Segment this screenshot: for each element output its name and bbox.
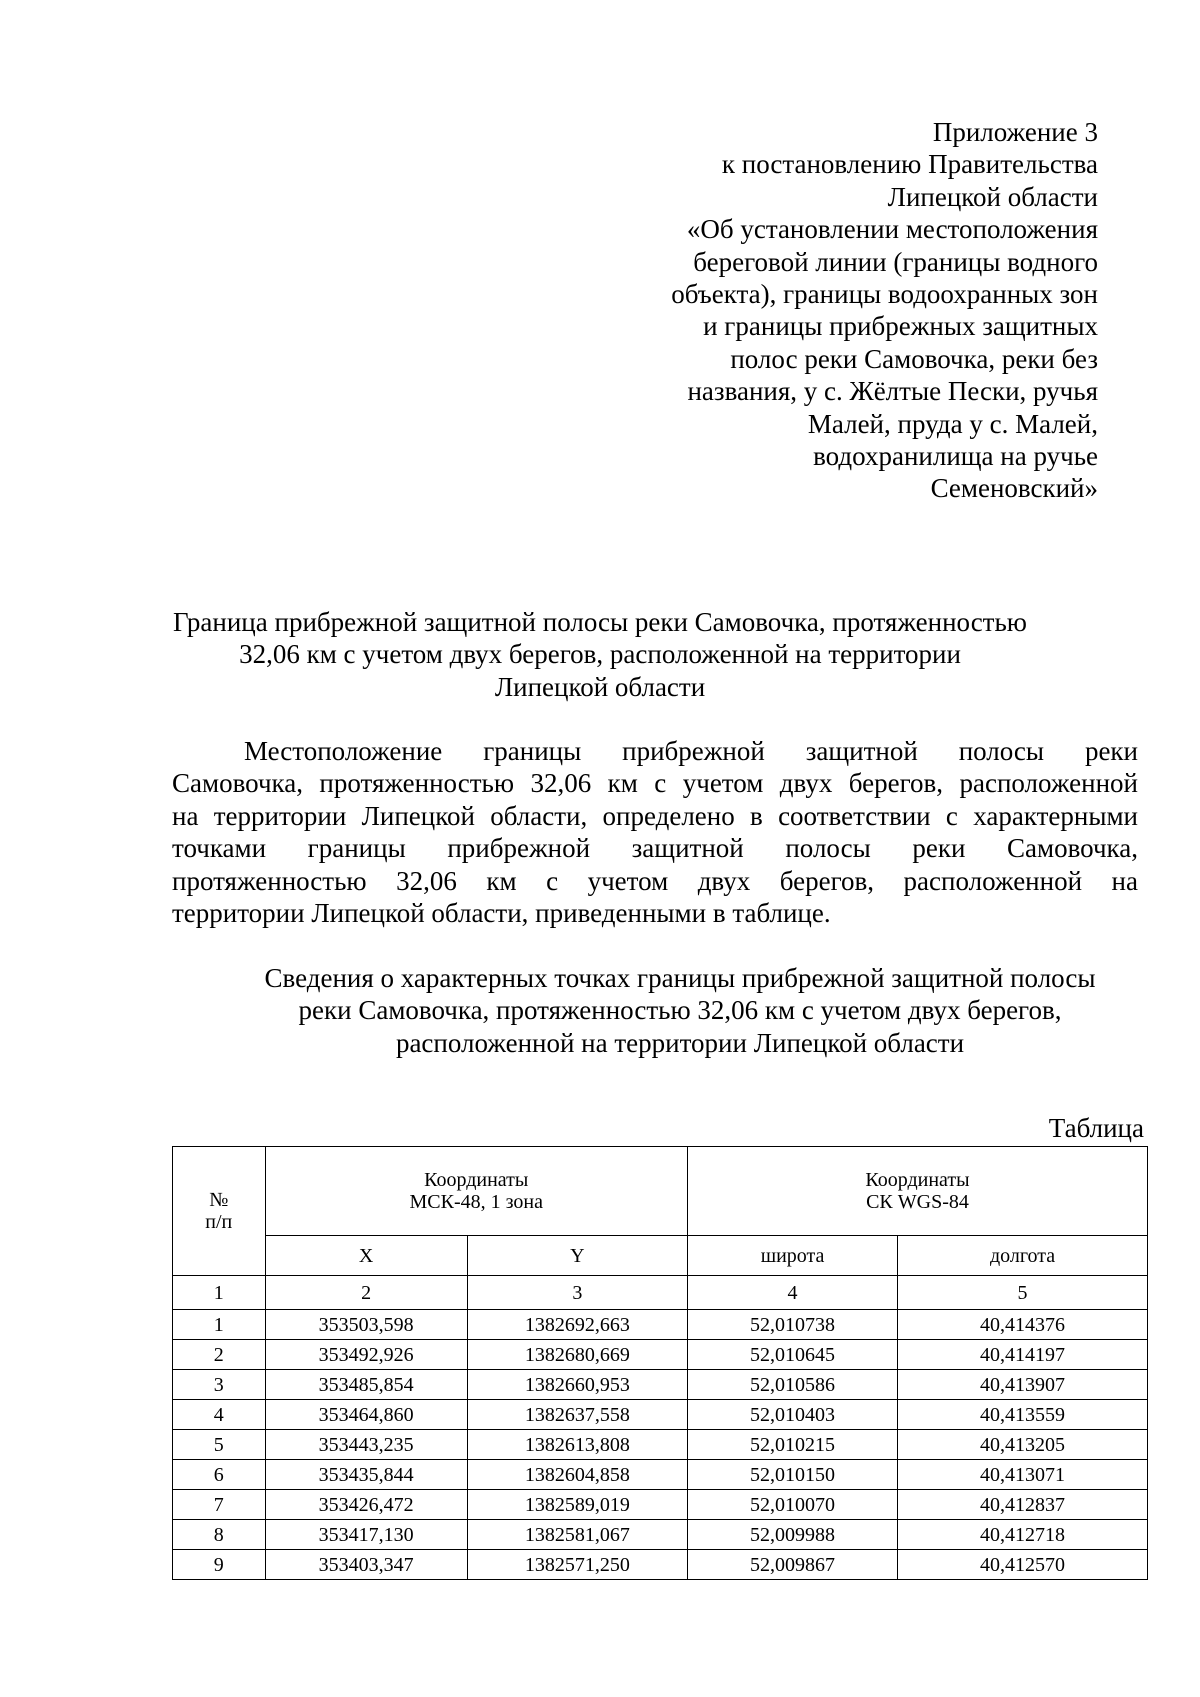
cell-x: 353443,235 — [265, 1430, 467, 1460]
appendix-line: водохранилища на ручье — [813, 441, 1098, 472]
appendix-line: «Об установлении местоположения — [686, 214, 1098, 245]
cell-x: 353403,347 — [265, 1550, 467, 1580]
cell-latitude: 52,010645 — [687, 1340, 897, 1370]
header-number-abbr: п/п — [205, 1211, 233, 1233]
cell-longitude: 40,413907 — [898, 1370, 1148, 1400]
header-number-sign: № — [209, 1189, 229, 1211]
cell-x: 353492,926 — [265, 1340, 467, 1370]
header-latitude: широта — [687, 1236, 897, 1276]
table-label: Таблица — [1048, 1113, 1144, 1143]
cell-y: 1382581,067 — [467, 1520, 687, 1550]
cell-number: 7 — [173, 1490, 266, 1520]
header-msk-line2: МСК-48, 1 зона — [409, 1191, 543, 1213]
appendix-line: полос реки Самовочка, реки без — [730, 343, 1098, 374]
appendix-line: Липецкой области — [887, 181, 1098, 212]
table-row — [173, 1520, 1148, 1550]
header-x: X — [265, 1236, 467, 1276]
paragraph-line: протяженностью 32,06 км с учетом двух берегов, расположенной на — [172, 865, 1138, 896]
cell-y: 1382589,019 — [467, 1490, 687, 1520]
cell-longitude: 40,413205 — [898, 1430, 1148, 1460]
cell-latitude: 52,009988 — [687, 1520, 897, 1550]
cell-x: 353485,854 — [265, 1370, 467, 1400]
caption-line: расположенной на территории Липецкой области — [395, 1027, 965, 1058]
appendix-line: и границы прибрежных защитных — [703, 311, 1098, 342]
cell-longitude: 40,413559 — [898, 1400, 1148, 1430]
header-y: Y — [467, 1236, 687, 1276]
paragraph-line: на территории Липецкой области, определено в соответствии с характерными — [172, 800, 1138, 831]
cell-number: 1 — [173, 1310, 266, 1340]
title-line: Липецкой области — [494, 671, 706, 702]
cell-latitude: 52,010403 — [687, 1400, 897, 1430]
table-subheader-row — [173, 1236, 1148, 1276]
cell-number: 2 — [173, 1340, 266, 1370]
cell-longitude: 40,414197 — [898, 1340, 1148, 1370]
column-number: 4 — [687, 1276, 897, 1310]
header-wgs-group — [687, 1147, 1147, 1236]
appendix-line: береговой линии (границы водного — [693, 246, 1098, 277]
cell-longitude: 40,414376 — [898, 1310, 1148, 1340]
cell-x: 353426,472 — [265, 1490, 467, 1520]
table-row — [173, 1460, 1148, 1490]
cell-longitude: 40,413071 — [898, 1460, 1148, 1490]
cell-longitude: 40,412570 — [898, 1550, 1148, 1580]
table-row — [173, 1430, 1148, 1460]
table-header-row — [173, 1147, 1148, 1236]
paragraph-line: территории Липецкой области, приведенными в таблице. — [172, 898, 831, 929]
body-paragraph — [172, 735, 1138, 929]
cell-latitude: 52,010215 — [687, 1430, 897, 1460]
cell-x: 353435,844 — [265, 1460, 467, 1490]
paragraph-line: Местоположение границы прибрежной защитной полосы реки — [244, 736, 1138, 766]
column-number: 5 — [898, 1276, 1148, 1310]
cell-x: 353417,130 — [265, 1520, 467, 1550]
cell-number: 9 — [173, 1550, 266, 1580]
table-row — [173, 1370, 1148, 1400]
title-line: Граница прибрежной защитной полосы реки Самовочка, протяженностью — [173, 607, 1027, 637]
table-row — [173, 1550, 1148, 1580]
cell-longitude: 40,412718 — [898, 1520, 1148, 1550]
column-number-row — [173, 1276, 1148, 1310]
cell-number: 5 — [173, 1430, 266, 1460]
cell-y: 1382613,808 — [467, 1430, 687, 1460]
paragraph-line: Самовочка, протяженностью 32,06 км с учетом двух берегов, расположенной — [172, 768, 1138, 799]
table-caption — [200, 962, 1160, 1059]
header-number-cell — [173, 1147, 266, 1276]
table-row — [173, 1310, 1148, 1340]
appendix-line: названия, у с. Жёлтые Пески, ручья — [687, 376, 1098, 407]
caption-line: Сведения о характерных точках границы прибрежной защитной полосы — [264, 963, 1096, 993]
appendix-line: объекта), границы водоохранных зон — [671, 279, 1098, 310]
table-row — [173, 1400, 1148, 1430]
cell-y: 1382604,858 — [467, 1460, 687, 1490]
cell-number: 4 — [173, 1400, 266, 1430]
cell-number: 8 — [173, 1520, 266, 1550]
cell-y: 1382571,250 — [467, 1550, 687, 1580]
column-number: 1 — [173, 1276, 266, 1310]
cell-latitude: 52,009867 — [687, 1550, 897, 1580]
table-row — [173, 1340, 1148, 1370]
cell-y: 1382660,953 — [467, 1370, 687, 1400]
header-msk-line1: Координаты — [424, 1169, 529, 1191]
header-msk-group — [265, 1147, 687, 1236]
cell-longitude: 40,412837 — [898, 1490, 1148, 1520]
appendix-line: Малей, пруда у с. Малей, — [807, 408, 1098, 439]
table-row — [173, 1490, 1148, 1520]
header-wgs-line2: СК WGS-84 — [866, 1191, 969, 1213]
column-number: 3 — [467, 1276, 687, 1310]
cell-x: 353503,598 — [265, 1310, 467, 1340]
cell-number: 6 — [173, 1460, 266, 1490]
coordinates-table — [172, 1146, 1148, 1580]
appendix-line: к постановлению Правительства — [721, 149, 1098, 180]
cell-x: 353464,860 — [265, 1400, 467, 1430]
cell-latitude: 52,010738 — [687, 1310, 897, 1340]
cell-y: 1382680,669 — [467, 1340, 687, 1370]
caption-line: реки Самовочка, протяженностью 32,06 км с учетом двух берегов, — [298, 995, 1062, 1026]
column-number: 2 — [265, 1276, 467, 1310]
cell-y: 1382692,663 — [467, 1310, 687, 1340]
cell-number: 3 — [173, 1370, 266, 1400]
appendix-line: Семеновский» — [930, 473, 1098, 504]
header-longitude: долгота — [898, 1236, 1148, 1276]
title-line: 32,06 км с учетом двух берегов, расположенной на территории — [239, 639, 961, 670]
cell-y: 1382637,558 — [467, 1400, 687, 1430]
appendix-heading — [578, 116, 1098, 505]
cell-latitude: 52,010150 — [687, 1460, 897, 1490]
appendix-line: Приложение 3 — [932, 117, 1098, 147]
cell-latitude: 52,010586 — [687, 1370, 897, 1400]
paragraph-line: точками границы прибрежной защитной полосы реки Самовочка, — [172, 833, 1138, 864]
header-wgs-line1: Координаты — [865, 1169, 970, 1191]
cell-latitude: 52,010070 — [687, 1490, 897, 1520]
document-title — [120, 606, 1080, 703]
